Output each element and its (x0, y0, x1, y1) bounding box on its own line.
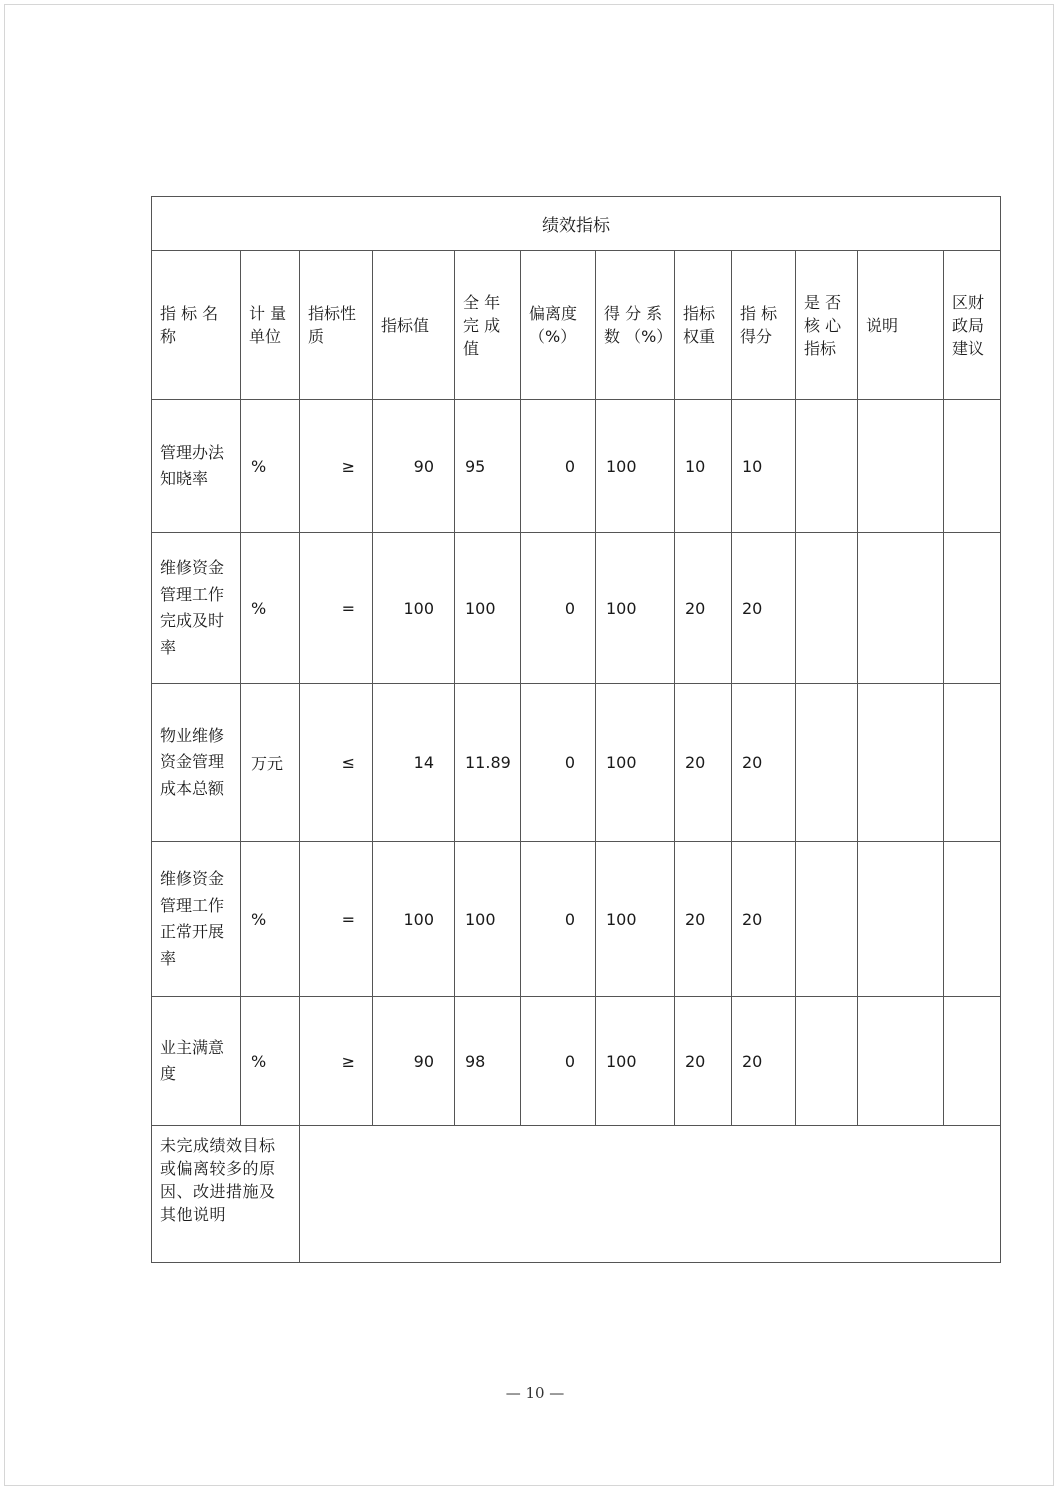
row-desc (858, 400, 944, 533)
row-value: 90 (373, 997, 455, 1126)
row-suggest (944, 533, 1001, 684)
row-weight: 20 (675, 533, 732, 684)
row-desc (858, 684, 944, 842)
row-desc (858, 997, 944, 1126)
row-deviation: 0 (521, 684, 596, 842)
row-deviation: 0 (521, 533, 596, 684)
row-nature: = (300, 842, 373, 997)
row-coef: 100 (596, 684, 675, 842)
row-nature: ≥ (300, 400, 373, 533)
row-weight: 20 (675, 684, 732, 842)
row-score: 10 (732, 400, 796, 533)
row-weight: 20 (675, 842, 732, 997)
table-row (152, 684, 1001, 842)
row-nature: = (300, 533, 373, 684)
header-name: 指 标 名 称 (152, 251, 241, 400)
row-annual: 11.89 (455, 684, 521, 842)
row-suggest (944, 684, 1001, 842)
row-annual: 95 (455, 400, 521, 533)
row-deviation: 0 (521, 997, 596, 1126)
note-label: 未完成绩效目标或偏离较多的原因、改进措施及其他说明 (152, 1126, 300, 1263)
row-annual: 100 (455, 533, 521, 684)
row-nature: ≤ (300, 684, 373, 842)
row-unit: % (241, 533, 300, 684)
row-weight: 20 (675, 997, 732, 1126)
table-row (152, 400, 1001, 533)
row-suggest (944, 842, 1001, 997)
performance-indicator-table (151, 196, 1001, 1263)
row-deviation: 0 (521, 842, 596, 997)
row-desc (858, 842, 944, 997)
row-desc (858, 533, 944, 684)
row-score: 20 (732, 533, 796, 684)
page-number: — 10 — (505, 1384, 565, 1402)
row-core (796, 684, 858, 842)
row-value: 90 (373, 400, 455, 533)
row-value: 100 (373, 533, 455, 684)
table-row (152, 533, 1001, 684)
row-name: 维修资金管理工作正常开展率 (152, 842, 241, 997)
row-score: 20 (732, 997, 796, 1126)
row-core (796, 400, 858, 533)
row-coef: 100 (596, 533, 675, 684)
document-page (4, 4, 1054, 1486)
row-suggest (944, 400, 1001, 533)
row-annual: 98 (455, 997, 521, 1126)
row-name: 物业维修资金管理成本总额 (152, 684, 241, 842)
row-unit: % (241, 842, 300, 997)
header-deviation: 偏离度 （%） (521, 251, 596, 400)
row-deviation: 0 (521, 400, 596, 533)
row-weight: 10 (675, 400, 732, 533)
row-unit: 万元 (241, 684, 300, 842)
row-name: 维修资金管理工作完成及时率 (152, 533, 241, 684)
row-score: 20 (732, 684, 796, 842)
header-desc: 说明 (858, 251, 944, 400)
header-row (152, 251, 1001, 400)
row-core (796, 997, 858, 1126)
header-weight: 指标 权重 (675, 251, 732, 400)
header-annual: 全 年 完 成 值 (455, 251, 521, 400)
row-unit: % (241, 400, 300, 533)
row-coef: 100 (596, 400, 675, 533)
note-row (152, 1126, 1001, 1263)
row-name: 业主满意度 (152, 997, 241, 1126)
header-nature: 指标性 质 (300, 251, 373, 400)
row-annual: 100 (455, 842, 521, 997)
table-title: 绩效指标 (152, 197, 1001, 251)
row-coef: 100 (596, 997, 675, 1126)
row-coef: 100 (596, 842, 675, 997)
table-row (152, 997, 1001, 1126)
row-score: 20 (732, 842, 796, 997)
header-value: 指标值 (373, 251, 455, 400)
row-name: 管理办法知晓率 (152, 400, 241, 533)
row-suggest (944, 997, 1001, 1126)
row-nature: ≥ (300, 997, 373, 1126)
row-core (796, 533, 858, 684)
table-row (152, 842, 1001, 997)
header-coef: 得 分 系 数 （%） (596, 251, 675, 400)
row-value: 100 (373, 842, 455, 997)
row-core (796, 842, 858, 997)
row-value: 14 (373, 684, 455, 842)
note-value (300, 1126, 1001, 1263)
header-suggest: 区财 政局 建议 (944, 251, 1001, 400)
row-unit: % (241, 997, 300, 1126)
header-score: 指 标 得分 (732, 251, 796, 400)
header-core: 是 否 核 心 指标 (796, 251, 858, 400)
header-unit: 计 量 单位 (241, 251, 300, 400)
